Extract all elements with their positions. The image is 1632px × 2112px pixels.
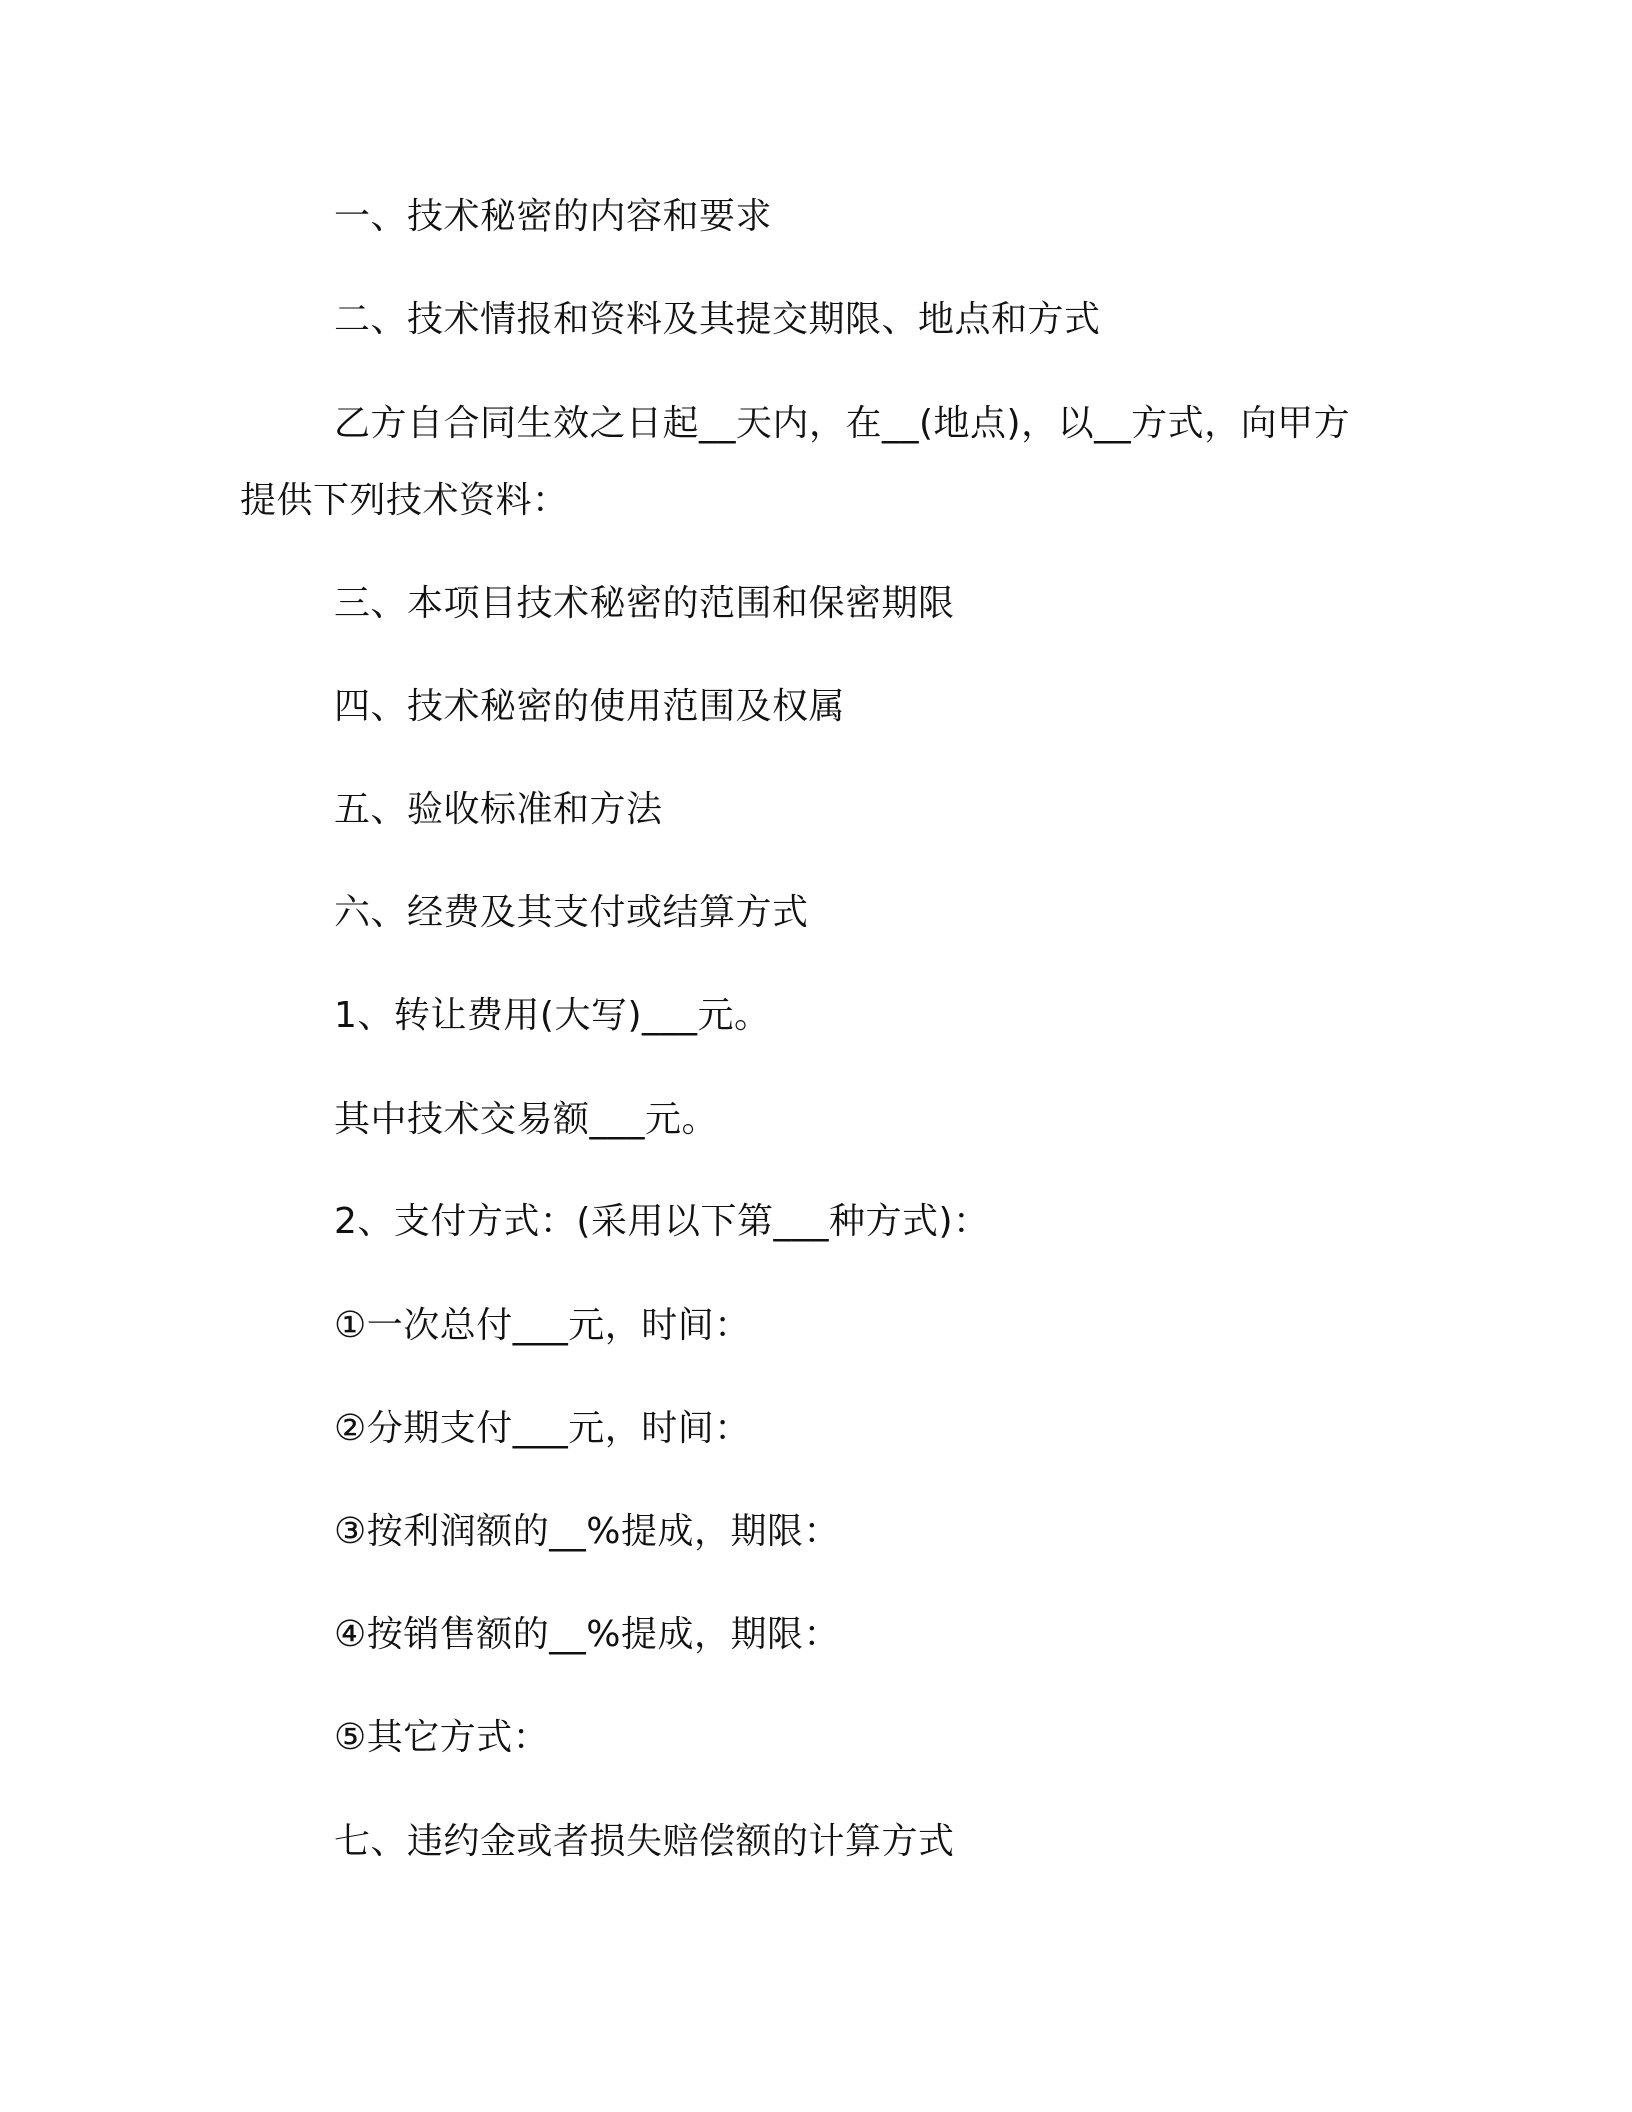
list-item: 1、转让费用(大写)___元。 — [334, 995, 771, 1036]
paragraph-line: 乙方自合同生效之日起__天内，在__(地点)，以__方式，向甲方 — [334, 403, 1351, 444]
section-heading-6: 六、经费及其支付或结算方式 — [334, 892, 809, 933]
section-heading-3: 三、本项目技术秘密的范围和保密期限 — [334, 583, 955, 624]
paragraph-line: 其中技术交易额___元。 — [334, 1099, 719, 1140]
section-heading-5: 五、验收标准和方法 — [334, 789, 663, 830]
section-heading-1: 一、技术秘密的内容和要求 — [334, 196, 773, 237]
payment-option: ①一次总付___元，时间： — [334, 1305, 751, 1346]
payment-option: ③按利润额的__%提成，期限： — [334, 1511, 840, 1552]
payment-option: ②分期支付___元，时间： — [334, 1408, 751, 1449]
list-item: 2、支付方式：(采用以下第___种方式)： — [334, 1201, 990, 1242]
payment-option: ⑤其它方式： — [334, 1717, 550, 1758]
section-heading-2: 二、技术情报和资料及其提交期限、地点和方式 — [334, 299, 1101, 340]
payment-option: ④按销售额的__%提成，期限： — [334, 1614, 840, 1655]
section-heading-4: 四、技术秘密的使用范围及权属 — [334, 686, 846, 727]
section-heading-7: 七、违约金或者损失赔偿额的计算方式 — [334, 1821, 955, 1862]
paragraph-line-continued: 提供下列技术资料： — [240, 480, 569, 521]
